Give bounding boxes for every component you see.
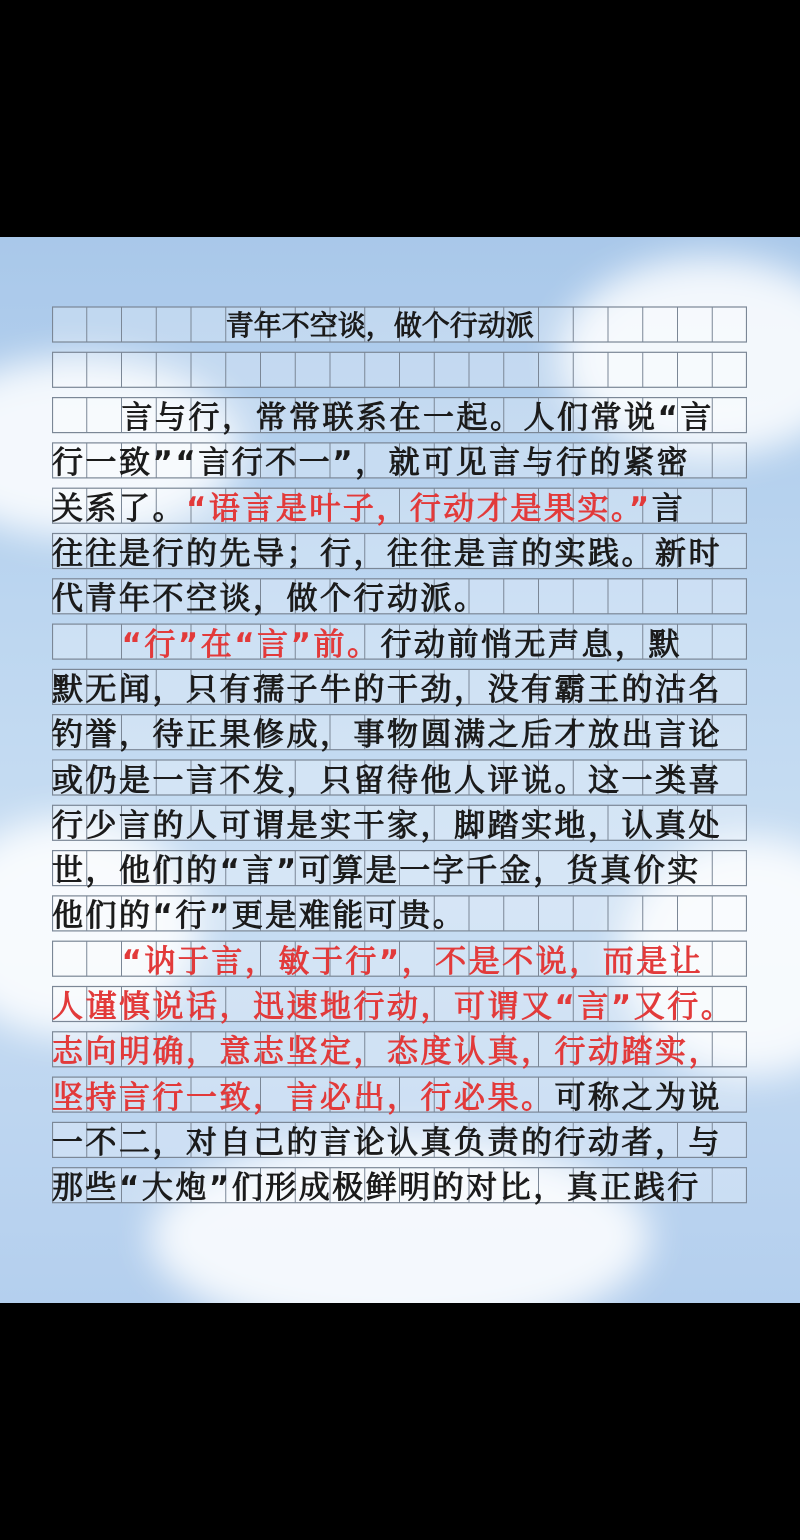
essay-line [52,665,747,707]
highlighted-text: “语言是叶子，行动才是果实。” [186,490,652,527]
essay-line [52,847,747,889]
essay-line [52,801,747,843]
body-text: 往往是行的先导；行，往往是言的实践。新时 [52,536,722,572]
highlighted-text: 坚持言行一致，言必出，行必果。 [52,1079,555,1116]
essay-title-row [52,303,800,345]
body-text: 可称之为说 [554,1079,722,1116]
essay-line [52,937,800,979]
essay-line [52,983,747,1025]
highlighted-text: “行”在“言”前。 [121,626,381,663]
body-text: 钓誉，待正果修成，事物圆满之后才放出言论 [52,717,722,754]
body-text: 他们的“行”更是难能可贵。 [52,898,467,935]
body-text: 世，他们的“言”可算是一字千金，货真价实 [52,853,701,890]
essay-line [52,1028,747,1070]
body-text: 或仍是一言不发，只留待他人评说。这一类喜 [52,762,722,799]
essay-line [52,484,747,526]
essay-line [52,711,747,753]
essay-line [52,439,747,481]
essay-line [52,756,747,798]
body-text: 行一致”“言行不一”，就可见言与行的紧密 [52,445,691,482]
essay-line [52,1164,747,1206]
body-text: 行少言的人可谓是实干家，脚踏实地，认真处 [52,807,722,844]
body-text: 言 [651,490,686,527]
essay-line [52,575,747,617]
essay-grid-paper [52,297,747,1221]
essay-title: 青年不空谈，做个行动派 [225,309,534,342]
highlighted-text: 人谨慎说话，迅速地行动，可谓又“言”又行。 [52,989,735,1025]
body-text: 言与行，常常联系在一起。人们常说“言 [121,400,714,437]
essay-line [52,394,800,436]
body-text: 默无闻，只有孺子牛的干劲，没有霸王的沽名 [52,671,722,708]
highlighted-text: 志向明确，意志坚定，态度认真，行动踏实， [52,1034,722,1071]
highlighted-text: “讷于言，敏于行”，不是不说，而是让 [121,943,704,980]
body-text: 代青年不空谈，做个行动派。 [52,581,488,618]
body-text: 一不二，对自己的言论认真负责的行动者，与 [52,1124,722,1161]
body-text: 那些“大炮”们形成极鲜明的对比，真正践行 [52,1170,701,1207]
essay-line [52,1073,747,1115]
body-text: 行动前悄无声息，默 [380,626,682,663]
essay-line [52,530,747,572]
essay-line [52,620,800,662]
essay-line [52,1118,747,1160]
body-text: 关系了。 [52,490,186,527]
essay-line [52,892,747,934]
